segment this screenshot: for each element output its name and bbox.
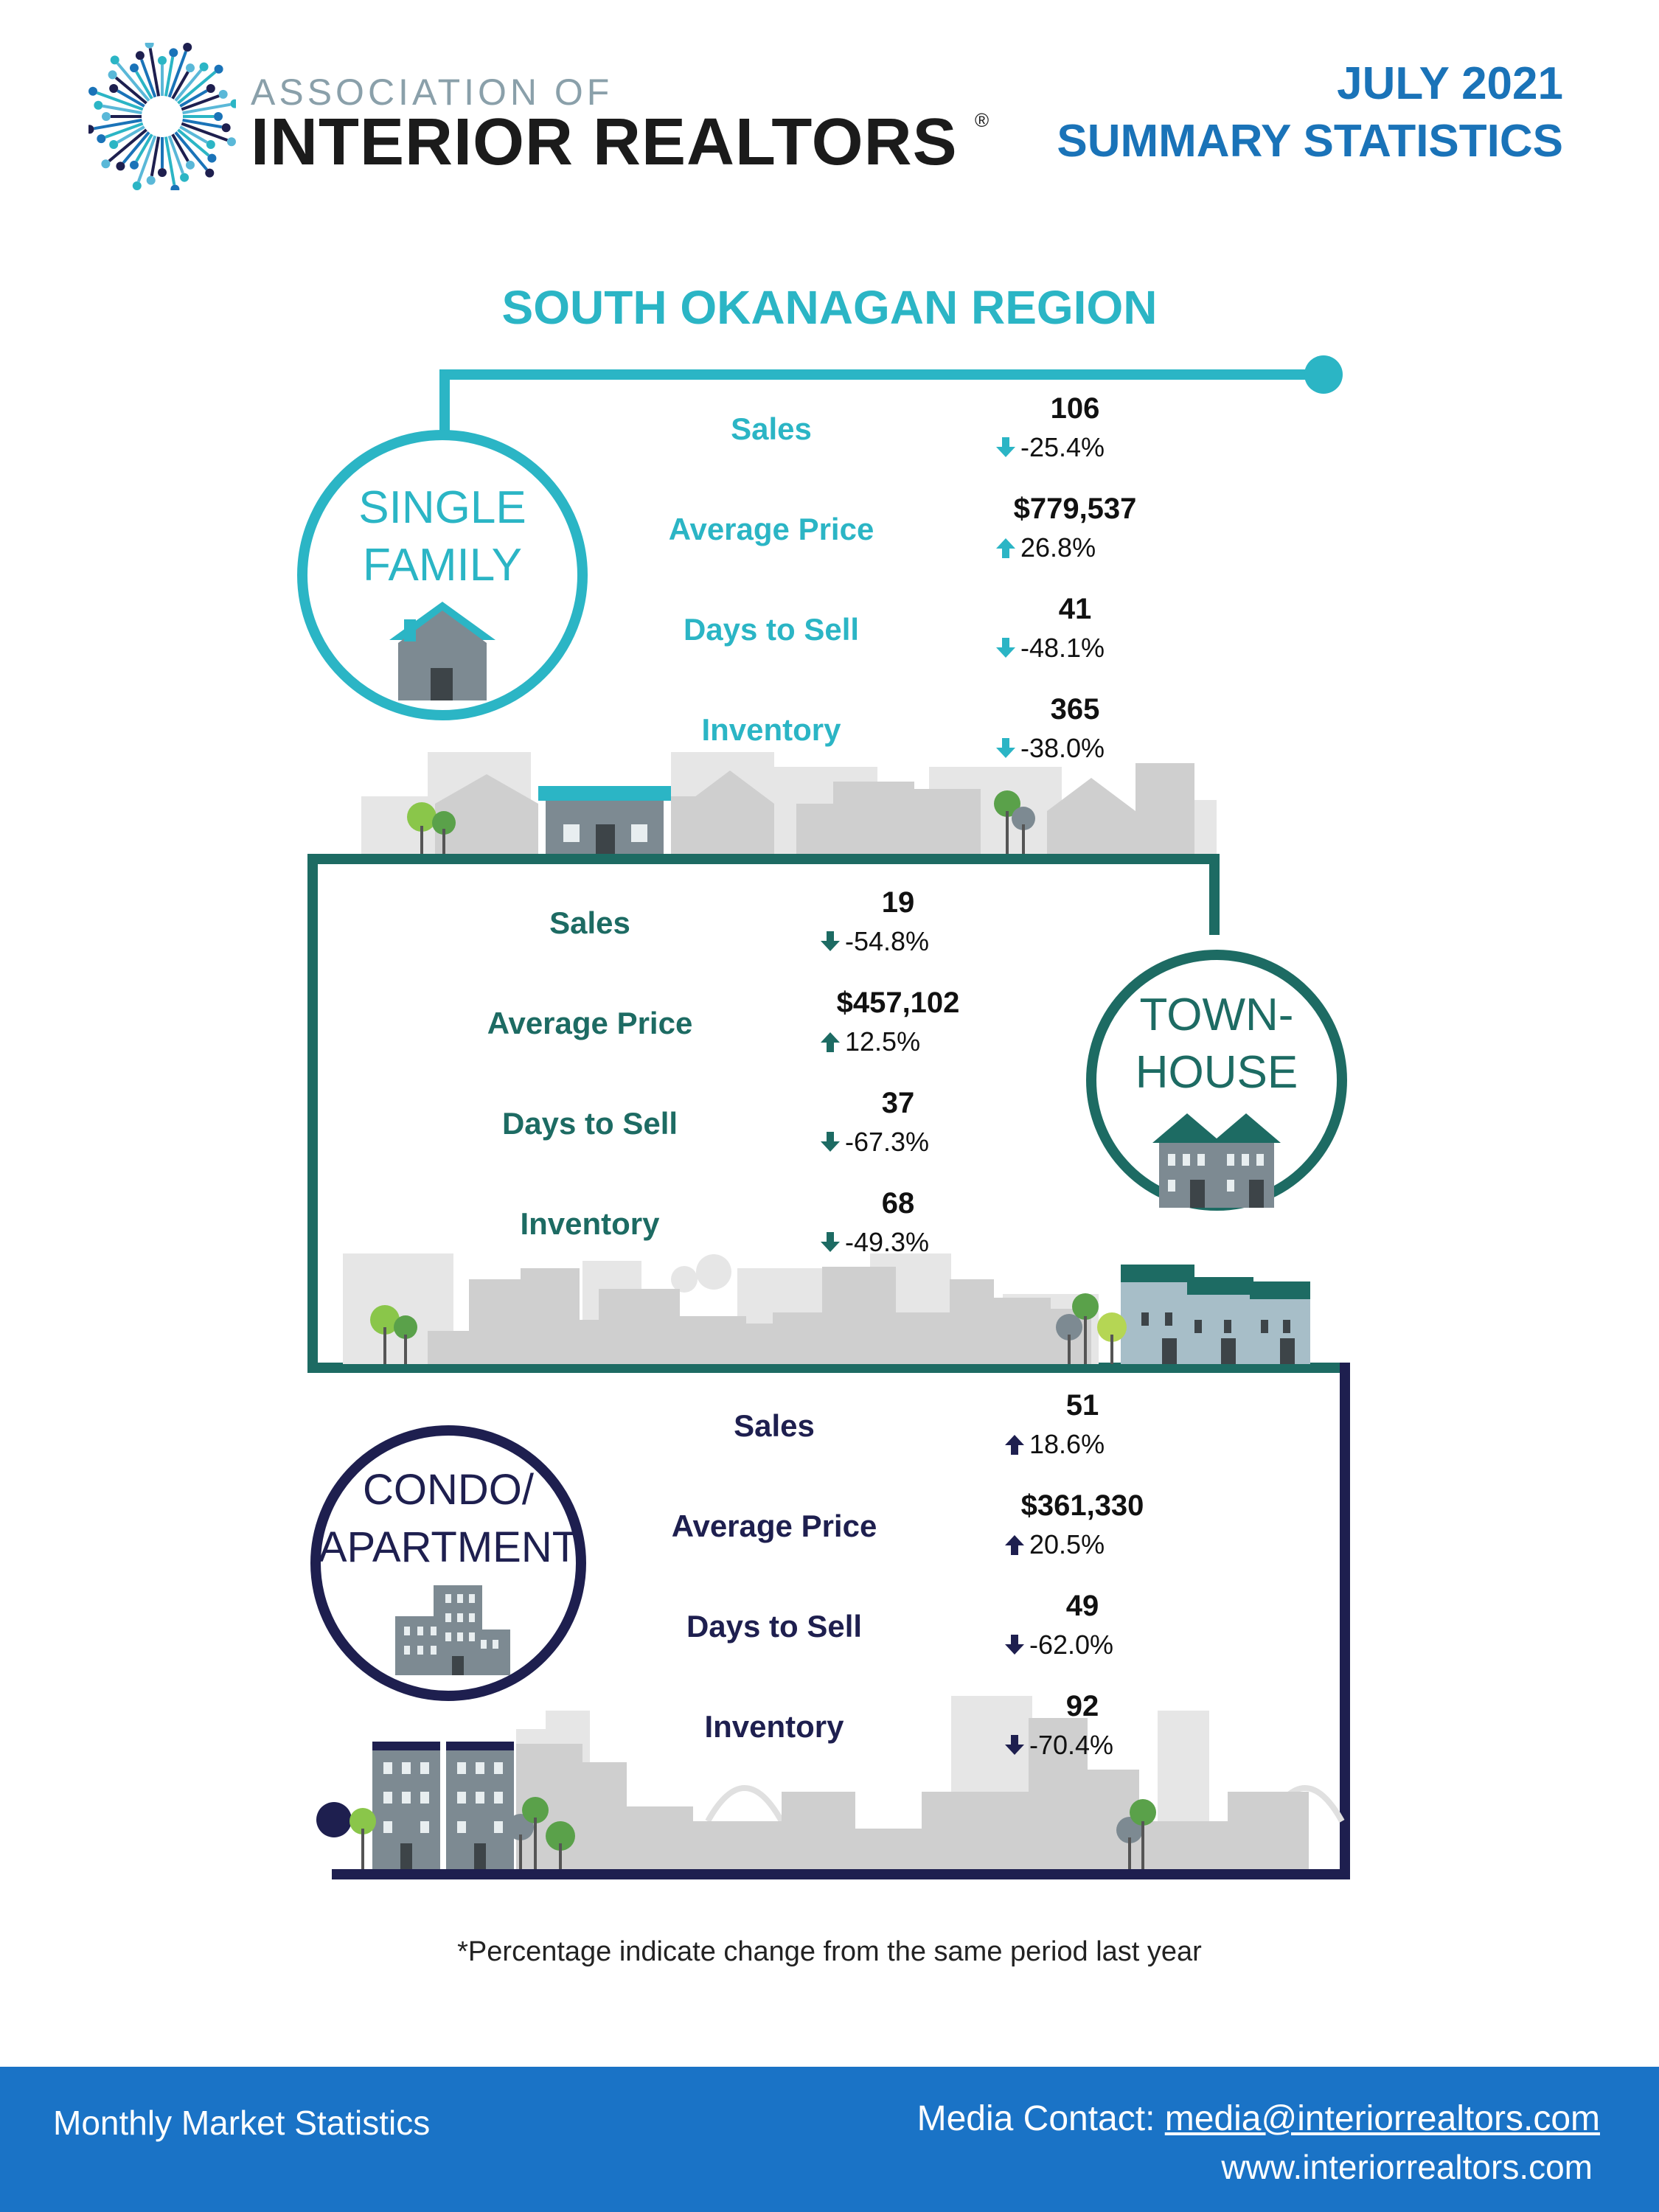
logo-main-text: INTERIOR REALTORS [251,105,958,179]
condo-stat-change [1004,1429,1105,1460]
townhouse-stat-change-text: 12.5% [845,1026,921,1057]
townhouse-stat-value: 68 [881,1187,915,1220]
single_family-stat-label: Inventory [701,712,841,747]
condo-stat-label: Days to Sell [686,1609,863,1644]
townhouse-stat-change-text: -67.3% [845,1127,930,1157]
footer-title: Monthly Market Statistics [53,2104,431,2142]
townhouse-stat-value: 19 [881,886,915,919]
footnote: *Percentage indicate change from the same period last year [457,1936,1202,1967]
arrow-down-icon [1004,1734,1025,1756]
single_family-stat-change-text: 26.8% [1020,532,1096,563]
townhouse-stat-change [820,1227,929,1258]
condo-title-line1: CONDO/ [363,1466,534,1514]
condo-stat-change [1004,1529,1105,1560]
single-family-house-row [538,786,671,855]
single_family-stat-change [995,432,1105,463]
townhouse-stat-label: Average Price [487,1006,693,1040]
townhouse-stat-change-text: -49.3% [845,1227,930,1257]
arrow-down-icon [820,1231,841,1253]
arrow-up-icon [1004,1534,1025,1556]
header-subtitle: SUMMARY STATISTICS [1057,116,1563,167]
single_family-stat-change [995,633,1105,664]
single_family-stat-change [995,733,1105,764]
condo-stat-label: Average Price [671,1509,877,1543]
single-family-title-line2: FAMILY [363,540,522,591]
condo-stat-change-text: 20.5% [1029,1529,1105,1559]
townhouse-title-line2: HOUSE [1135,1047,1298,1098]
arrow-down-icon [820,931,841,953]
single_family-stat-label: Average Price [668,512,874,546]
townhouse-title [1084,987,1349,1102]
single_family-stat-change-text: -25.4% [1020,432,1105,462]
condo-stat-label: Inventory [704,1709,844,1744]
single_family-stat-change [995,532,1096,563]
condo-title [310,1461,587,1576]
single_family-stat-value: $779,537 [1013,493,1137,525]
townhouse-stat-label: Sales [549,905,630,940]
single_family-stat-label: Days to Sell [683,612,860,647]
townhouse-stat-label: Days to Sell [501,1106,678,1141]
single_family-stat-value: 106 [1050,392,1100,425]
condo-stat-value: 49 [1065,1590,1099,1622]
single_family-stat-change-text: -48.1% [1020,633,1105,663]
arrow-down-icon [820,1131,841,1153]
logo-registered-mark: ® [975,109,990,131]
condo-title-line2: APARTMENT [318,1523,579,1571]
townhouse-stat-change-text: -54.8% [845,926,930,956]
condo-stat-value: $361,330 [1020,1489,1144,1522]
townhouse-stat-change [820,1026,920,1057]
footer-contact-label: Media Contact: [917,2099,1165,2138]
townhouse-stat-change [820,926,929,957]
arrow-up-icon [1004,1433,1025,1455]
logo-top-text: ASSOCIATION OF [251,72,613,113]
single_family-stat-label: Sales [731,411,812,446]
single_family-stat-value: 365 [1050,693,1100,726]
townhouse-stat-label: Inventory [520,1206,660,1241]
townhouse-stat-value: 37 [881,1087,915,1119]
townhouse-stat-change [820,1127,929,1158]
footer-contact [917,2098,1600,2139]
condo-stat-value: 51 [1065,1389,1099,1422]
region-title: SOUTH OKANAGAN REGION [501,281,1158,334]
condo-stat-change-text: -62.0% [1029,1630,1114,1660]
condo-stat-change-text: -70.4% [1029,1730,1114,1760]
single-family-title [302,479,582,594]
arrow-down-icon [995,637,1016,659]
arrow-down-icon [1004,1634,1025,1656]
single_family-stat-change-text: -38.0% [1020,733,1105,763]
townhouse-stat-value: $457,102 [836,987,960,1019]
arrow-up-icon [995,537,1016,559]
condo-stat-label: Sales [734,1408,815,1443]
arrow-down-icon [995,737,1016,759]
arrow-up-icon [820,1031,841,1053]
condo-stat-change-text: 18.6% [1029,1429,1105,1459]
single-family-title-line1: SINGLE [358,482,526,533]
townhouse-title-line1: TOWN- [1139,990,1294,1040]
header-month: JULY 2021 [1337,58,1563,109]
condo-stat-value: 92 [1065,1690,1099,1722]
condo-buildings-row [372,1742,514,1869]
arrow-down-icon [995,437,1016,459]
footer-contact-email-link[interactable]: media@interiorrealtors.com [1164,2099,1600,2138]
townhouse-building-row [1121,1265,1310,1364]
single_family-stat-value: 41 [1058,593,1092,625]
connector-end-dot [1304,355,1343,394]
condo-stat-change [1004,1730,1113,1761]
condo-stat-change [1004,1630,1113,1660]
footer-website-link[interactable]: www.interiorrealtors.com [1221,2148,1593,2186]
